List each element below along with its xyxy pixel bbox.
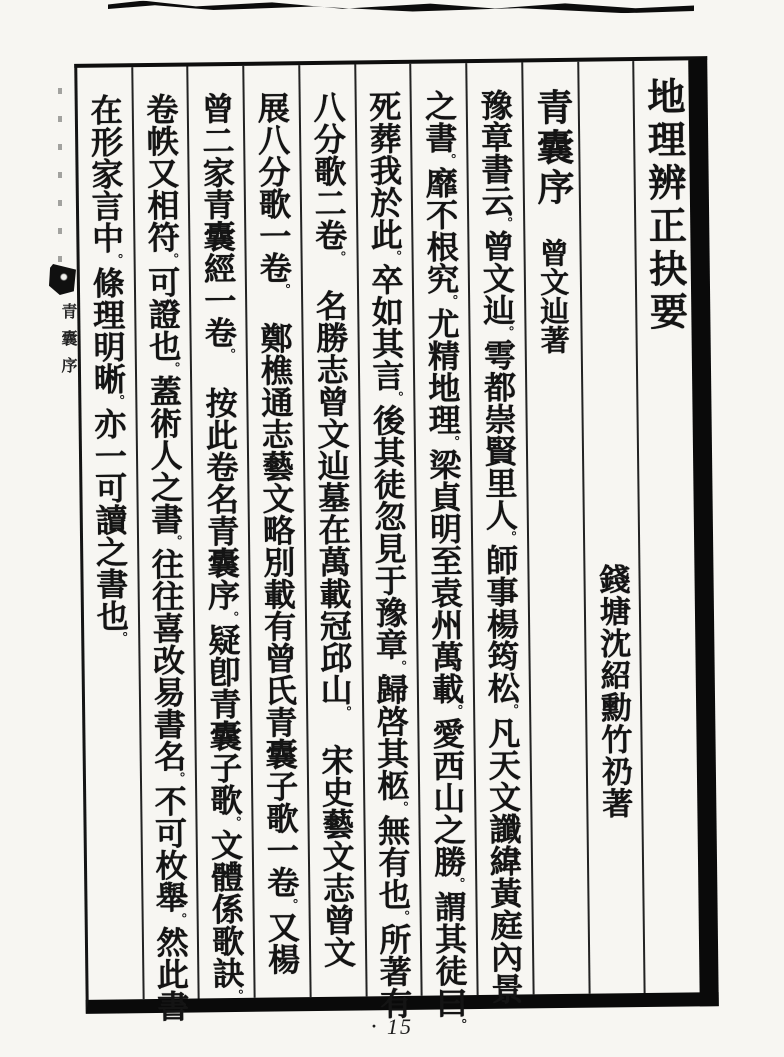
text-column-8 bbox=[77, 67, 142, 1000]
text-column-1 bbox=[465, 62, 532, 1005]
reading-circle: 。 bbox=[388, 390, 404, 405]
reading-circle: 。 bbox=[172, 912, 188, 926]
text-column-6 bbox=[187, 66, 254, 1002]
reading-circle: 。 bbox=[220, 347, 237, 355]
text-column-3 bbox=[354, 64, 421, 1020]
column-text: 卷帙又相符。可證也。蓋術人之書。往往喜改易書名。不可枚舉。然此書 bbox=[142, 92, 190, 1023]
reading-circle: 。 bbox=[108, 253, 124, 267]
reading-circle: 。 bbox=[441, 153, 457, 167]
page-number-dot: · bbox=[370, 1016, 379, 1036]
reading-circle: 。 bbox=[498, 216, 514, 230]
reading-circle: 。 bbox=[110, 394, 126, 408]
reading-circle: 。 bbox=[450, 877, 466, 891]
text-column-4 bbox=[298, 64, 365, 997]
column-text: 在形家言中。條理明晰。亦一可讀之書也。 bbox=[86, 93, 129, 645]
column-text: 曾二家青囊經一卷。 按此卷名青囊序。疑卽青囊子歌。文體係歌訣。 bbox=[197, 91, 245, 1002]
seal-icon bbox=[49, 264, 76, 295]
reading-circle: 。 bbox=[444, 435, 461, 449]
section-author: 曾文辿著 bbox=[535, 237, 569, 355]
reading-circle: 。 bbox=[499, 325, 515, 339]
text-column-2 bbox=[410, 63, 477, 1032]
section-heading-column bbox=[521, 62, 588, 995]
reading-circle: 。 bbox=[452, 1018, 468, 1032]
reading-circle: 。 bbox=[170, 771, 186, 785]
reading-circle: 。 bbox=[228, 988, 244, 1002]
column-text: 死葬我於此。卒如其言。後其徒忽見于豫章。歸啓其柩。無有也。所著有 bbox=[365, 89, 413, 1020]
reading-circle: 。 bbox=[164, 252, 180, 266]
column-text: 展八分歌一卷。 鄭樵通志藝文略別載有曾氏青囊子歌一卷。又楊 bbox=[253, 91, 301, 976]
reading-circle: 。 bbox=[165, 361, 181, 375]
column-text: 豫章書云。曾文辿。雩都崇賢里人。師事楊筠松。凡天文讖緯黃庭內景 bbox=[476, 88, 524, 1005]
reading-circle: 。 bbox=[448, 704, 464, 718]
book-author-column bbox=[577, 61, 644, 994]
fold-marks bbox=[58, 88, 62, 278]
section-heading bbox=[529, 87, 573, 355]
reading-circle: 。 bbox=[275, 283, 291, 290]
text-column-5 bbox=[242, 65, 309, 998]
section-title: 青囊序 bbox=[529, 87, 573, 209]
reading-circle: 。 bbox=[283, 897, 299, 911]
text-column-7 bbox=[131, 67, 198, 1023]
page-number bbox=[330, 1014, 454, 1040]
reading-circle: 。 bbox=[336, 705, 352, 712]
column-text: 八分歌二卷。 名勝志曾文辿墓在萬載冠邱山。 宋史藝文志曾文 bbox=[309, 90, 356, 968]
reading-circle: 。 bbox=[224, 610, 240, 624]
spine-label: 青囊序 bbox=[59, 303, 76, 384]
book-title-column bbox=[632, 60, 699, 993]
scan-artifact-streak bbox=[108, 0, 694, 13]
reading-circle: 。 bbox=[503, 703, 520, 717]
column-text: 之書。靡不根究。尤精地理。梁貞明至袁州萬載。愛西山之勝。謂其徒曰。 bbox=[420, 89, 469, 1032]
reading-circle: 。 bbox=[226, 815, 242, 829]
page-number-value: 15 bbox=[387, 1014, 413, 1039]
reading-circle: 。 bbox=[393, 800, 409, 815]
reading-circle: 。 bbox=[331, 250, 347, 258]
reading-circle: 。 bbox=[391, 659, 408, 674]
reading-circle: 。 bbox=[443, 294, 459, 308]
reading-circle: 。 bbox=[395, 909, 411, 924]
reading-circle: 。 bbox=[167, 534, 183, 548]
book-title: 地理辨正抉要 bbox=[640, 76, 686, 335]
reading-circle: 。 bbox=[112, 631, 129, 645]
reading-circle: 。 bbox=[386, 249, 403, 264]
book-author-line: 錢塘沈紹勳竹礽著 bbox=[594, 563, 633, 820]
reading-circle: 。 bbox=[501, 530, 518, 544]
